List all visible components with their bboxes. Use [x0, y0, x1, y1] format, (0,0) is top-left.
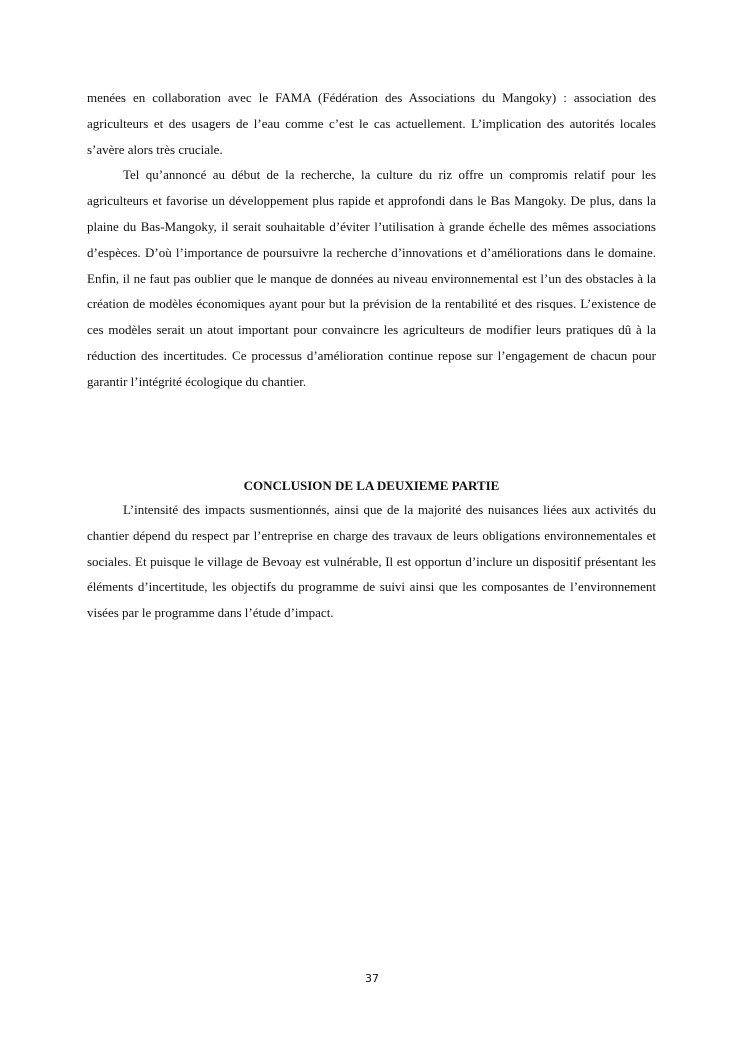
paragraph-rice-culture: Tel qu’annoncé au début de la recherche, la culture du riz offre un compromis relatif pour les agriculteurs et favorise un développement plus rapide et approfondi dans le Bas Mangoky. De plus, dans la plaine du Bas-Mangoky, il serait souhaitable d’éviter l’utilisation à grande échelle des mêmes associations d’espèces. D’où l’importance de poursuivre la recherche d’innovations et d’améliorations dans le domaine. Enfin, il ne faut pas oublier que le manque de données au niveau environnemental est l’un des obstacles à la création de modèles économiques ayant pour but la prévision de la rentabilité et des risques. L’existence de ces modèles serait un atout important pour convaincre les agriculteurs de modifier leurs pratiques dû à la réduction des incertitudes. Ce processus d’amélioration continue repose sur l’engagement de chacun pour garantir l’intégrité écologique du chantier. [87, 167, 656, 389]
paragraph-conclusion: L’intensité des impacts susmentionnés, ainsi que de la majorité des nuisances liées aux activités du chantier dépend du respect par l’entreprise en charge des travaux de leurs obligations environnementales et sociales. Et puisque le village de Bevoay est vulnérable, Il est opportun d’inclure un dispositif présentant les éléments d’incertitude, les objectifs du programme de suivi ainsi que les composantes de l’environnement visées par le programme dans l’étude d’impact. [87, 502, 656, 621]
body-text-section [87, 85, 656, 395]
page-number: 37 [365, 972, 379, 985]
paragraph-continuation: menées en collaboration avec le FAMA (Fédération des Associations du Mangoky) : association des agriculteurs et des usagers de l’eau comme c’est le cas actuellement. L’implication des autorités locales s’avère alors très cruciale. [87, 90, 656, 157]
conclusion-section [87, 497, 656, 626]
section-heading: CONCLUSION DE LA DEUXIEME PARTIE [243, 478, 500, 493]
